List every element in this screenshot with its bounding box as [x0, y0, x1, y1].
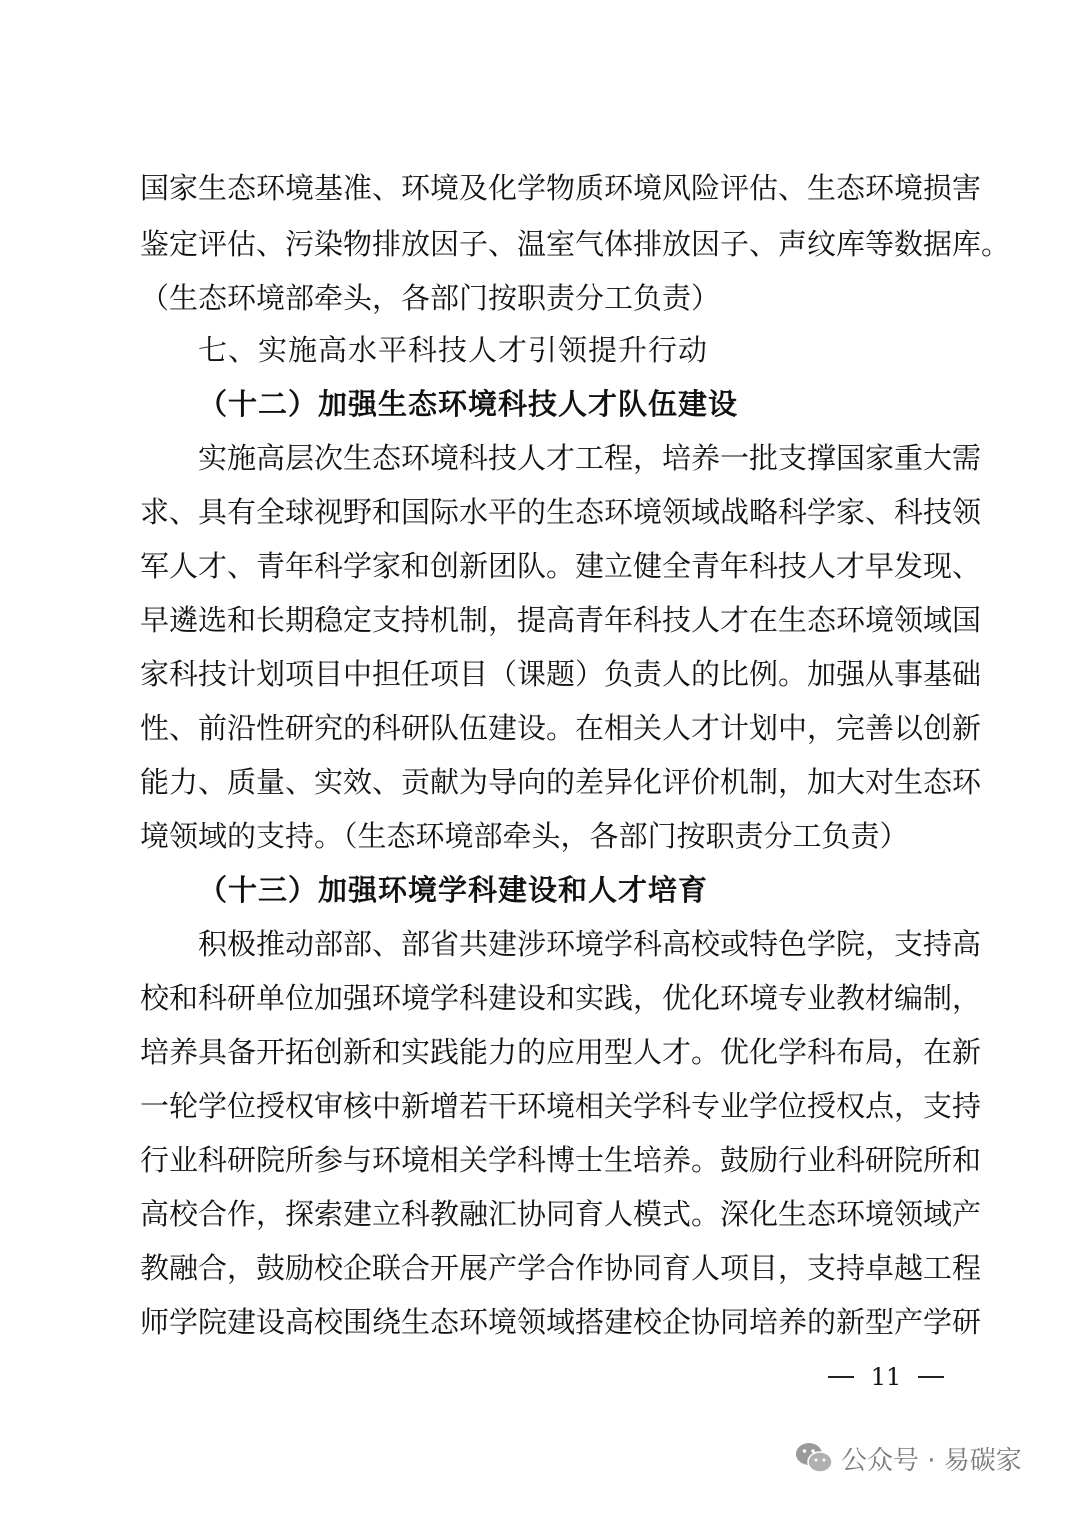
paragraph-line: 性、前沿性研究的科研队伍建设。在相关人才计划中，完善以创新: [140, 711, 982, 745]
paragraph-line: 教融合，鼓励校企联合开展产学合作协同育人项目，支持卓越工程: [140, 1251, 982, 1285]
watermark-text: 公众号 · 易碳家: [841, 1445, 1022, 1476]
subsection-heading: （十二）加强生态环境科技人才队伍建设: [198, 387, 739, 421]
wechat-icon: [795, 1441, 833, 1475]
paragraph-line: （生态环境部牵头，各部门按职责分工负责）: [140, 281, 721, 315]
page-number: [828, 1360, 944, 1394]
section-heading: 七、实施高水平科技人才引领提升行动: [198, 333, 709, 367]
watermark: [795, 1435, 1022, 1481]
paragraph-line: 师学院建设高校围绕生态环境领域搭建校企协同培养的新型产学研: [140, 1305, 982, 1339]
paragraph-line: 实施高层次生态环境科技人才工程，培养一批支撑国家重大需: [198, 441, 982, 475]
paragraph-line: 鉴定评估、污染物排放因子、温室气体排放因子、声纹库等数据库。: [140, 227, 1011, 261]
dash-left: [828, 1376, 854, 1378]
paragraph-line: 高校合作，探索建立科教融汇协同育人模式。深化生态环境领域产: [140, 1197, 982, 1231]
dash-right: [918, 1376, 944, 1378]
paragraph-line: 一轮学位授权审核中新增若干环境相关学科专业学位授权点，支持: [140, 1089, 982, 1123]
paragraph-line: 家科技计划项目中担任项目（课题）负责人的比例。加强从事基础: [140, 657, 982, 691]
paragraph-line: 行业科研院所参与环境相关学科博士生培养。鼓励行业科研院所和: [140, 1143, 982, 1177]
paragraph-line: 培养具备开拓创新和实践能力的应用型人才。优化学科布局，在新: [140, 1035, 982, 1069]
paragraph-line: 能力、质量、实效、贡献为导向的差异化评价机制，加大对生态环: [140, 765, 982, 799]
page-number-value: 11: [870, 1363, 902, 1391]
paragraph-line: 积极推动部部、部省共建涉环境学科高校或特色学院，支持高: [198, 927, 982, 961]
paragraph-line: 军人才、青年科学家和创新团队。建立健全青年科技人才早发现、: [140, 549, 982, 583]
paragraph-line: 国家生态环境基准、环境及化学物质环境风险评估、生态环境损害: [140, 171, 982, 205]
paragraph-line: 境领域的支持。（生态环境部牵头，各部门按职责分工负责）: [140, 819, 909, 853]
paragraph-line: 早遴选和长期稳定支持机制，提高青年科技人才在生态环境领域国: [140, 603, 982, 637]
subsection-heading: （十三）加强环境学科建设和人才培育: [198, 873, 709, 907]
paragraph-line: 校和科研单位加强环境学科建设和实践，优化环境专业教材编制，: [140, 981, 982, 1015]
paragraph-line: 求、具有全球视野和国际水平的生态环境领域战略科学家、科技领: [140, 495, 982, 529]
